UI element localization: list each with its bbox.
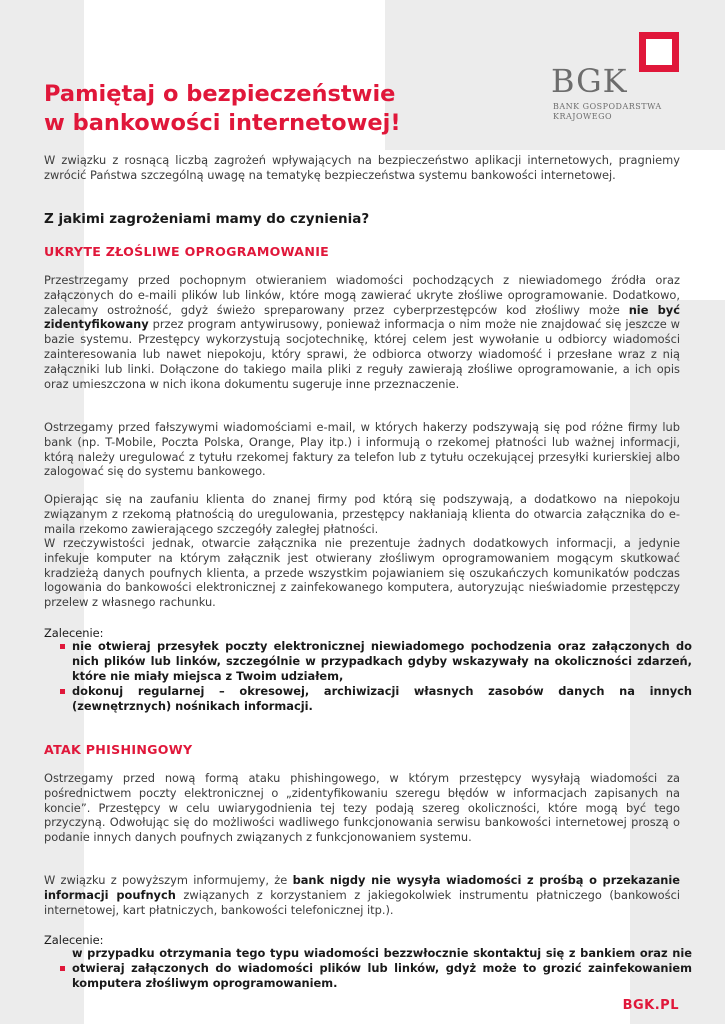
- malware-paragraph-2: Ostrzegamy przed fałszywymi wiadomościami e-mail, w których hakerzy podszywają się pod różne firmy lub bank (np. T-Mobile, Poczta Polska, Orange, Play itp.) i informują o rzekomej płatności lub ważnej informacji, którą należy uregulować z tytułu rzekomej faktury za telefon lub z tytułu oczekującej przesyłki kurierskiej albo zalogować się do systemu bankowego.: [44, 420, 680, 479]
- section-heading: Z jakimi zagrożeniami mamy do czynienia?: [44, 211, 370, 227]
- malware-recommendation-2: [60, 684, 692, 714]
- bullet-icon: [60, 689, 65, 694]
- malware-recommendation-1: [60, 639, 692, 684]
- title-line-2: w bankowości internetowej!: [44, 110, 401, 136]
- phishing-p2-text-a: W związku z powyższym informujemy, że: [44, 873, 293, 887]
- bullet-icon: [60, 966, 65, 971]
- malware-rec1-text: nie otwieraj przesyłek poczty elektronicznej niewiadomego pochodzenia oraz załączonych do nich plików lub linków, szczególnie w przypadkach gdyby wskazywały na okoliczności zdarzeń, które nie miały miejsca z Twoim udziałem,: [72, 639, 692, 683]
- phishing-paragraph-1: Ostrzegamy przed nową formą ataku phishingowego, w którym przestępcy wysyłają wiadomości za pośrednictwem poczty elektronicznej o „zidentyfikowaniu szeregu błędów w informacjach zapisanych na koncie”. Przestępcy w celu uwiarygodnienia tej tezy podają szereg okoliczności, które mogą być tego przyczyną. Odwołując się do możliwości wadliwego funkcjonowania serwisu bankowości internetowej proszą o podanie innych danych poufnych związanych z funkcjonowaniem systemu.: [44, 771, 680, 845]
- bgk-logo: [549, 30, 684, 130]
- phishing-heading: ATAK PHISHINGOWY: [44, 742, 193, 757]
- bgk-website-link[interactable]: BGK.PL: [622, 998, 679, 1013]
- phishing-rec1-text: w przypadku otrzymania tego typu wiadomości bezzwłocznie skontaktuj się z bankiem oraz nie otwieraj załączonych do wiadomości plików lub linków, gdyż może to grozić zainfekowaniem komputera złośliwym oprogramowaniem.: [72, 946, 692, 990]
- page-title: [44, 80, 401, 138]
- malware-p1-text-a: Przestrzegamy przed pochopnym otwieraniem wiadomości pochodzących z niewiadomego źródła oraz załączonych do e-maili plików lub linków, które mogą zawierać ukryte złośliwe oprogramowanie. Dodatkowo, zalecamy ostrożność, gdyż świeżo spreparowany przez cyberprzestępców kod złośliwy może: [44, 273, 680, 317]
- logo-wordmark: BGK: [551, 62, 628, 100]
- phishing-paragraph-2: [44, 873, 680, 917]
- phishing-p2-text-b: związanych z korzystaniem z jakiegokolwiek instrumentu płatniczego (bankowości internetowej, kart płatniczych, bankowości telefonicznej itp.).: [44, 887, 681, 917]
- malware-heading: UKRYTE ZŁOŚLIWE OPROGRAMOWANIE: [44, 244, 330, 259]
- logo-subtitle-1: BANK GOSPODARSTWA: [553, 102, 662, 111]
- title-line-1: Pamiętaj o bezpieczeństwie: [44, 81, 396, 107]
- logo-subtitle-2: KRAJOWEGO: [553, 112, 613, 121]
- malware-paragraph-3: Opierając się na zaufaniu klienta do znanej firmy pod którą się podszywają, a dodatkowo na niepokoju związanym z rzekomą płatnością do uregulowania, przestępcy nakłaniają klienta do otwarcia załącznika do e-maila rzekomo zawierającego szczegóły zaległej płatności.: [44, 492, 680, 536]
- malware-rec2-text: dokonuj regularnej – okresowej, archiwizacji własnych zasobów danych na innych (zewnętrznych) nośnikach informacji.: [72, 684, 692, 713]
- intro-paragraph: W związku z rosnącą liczbą zagrożeń wpływających na bezpieczeństwo aplikacji internetowych, pragniemy zwrócić Państwa szczególną uwagę na tematykę bezpieczeństwa systemu bankowości internetowej.: [44, 153, 680, 182]
- malware-recommendation-label: Zalecenie:: [44, 626, 104, 640]
- bullet-icon: [60, 644, 65, 649]
- phishing-recommendation-1: [60, 946, 692, 991]
- malware-p1-bold: nie być zidentyfikowany: [44, 302, 680, 332]
- malware-paragraph-1: [44, 273, 680, 391]
- phishing-recommendation-label: Zalecenie:: [44, 933, 104, 947]
- malware-paragraph-4: W rzeczywistości jednak, otwarcie załącznika nie prezentuje żadnych dodatkowych informacji, a jedynie infekuje komputer na którym załącznik jest otwierany złośliwym oprogramowaniem mogącym skutkować kradzieżą danych poufnych klienta, a przede wszystkim pojawianiem się oszukańczych komunikatów podczas logowania do bankowości elektronicznej z zainfekowanego komputera, autoryzując nieświadomie przestępczy przelew z własnego rachunku.: [44, 536, 680, 610]
- malware-p1-text-b: przez program antywirusowy, ponieważ informacja o nim może nie znajdować się jeszcze w bazie systemu. Przestępcy wykorzystują socjotechnikę, której celem jest wywołanie u odbiorcy wiadomości zainteresowania lub nawet niepokoju, który sprawi, że odbiorca otworzy wiadomość i przesłane wraz z nią załączniki lub linki. Dołączone do takiego maila pliki z reguły zawierają złośliwe oprogramowanie, a ich opis oraz umieszczona w nich ikona dokumentu sugeruje inne przeznaczenie.: [44, 317, 680, 391]
- phishing-p2-bold: bank nigdy nie wysyła wiadomości z prośbą o przekazanie informacji poufnych: [44, 873, 680, 902]
